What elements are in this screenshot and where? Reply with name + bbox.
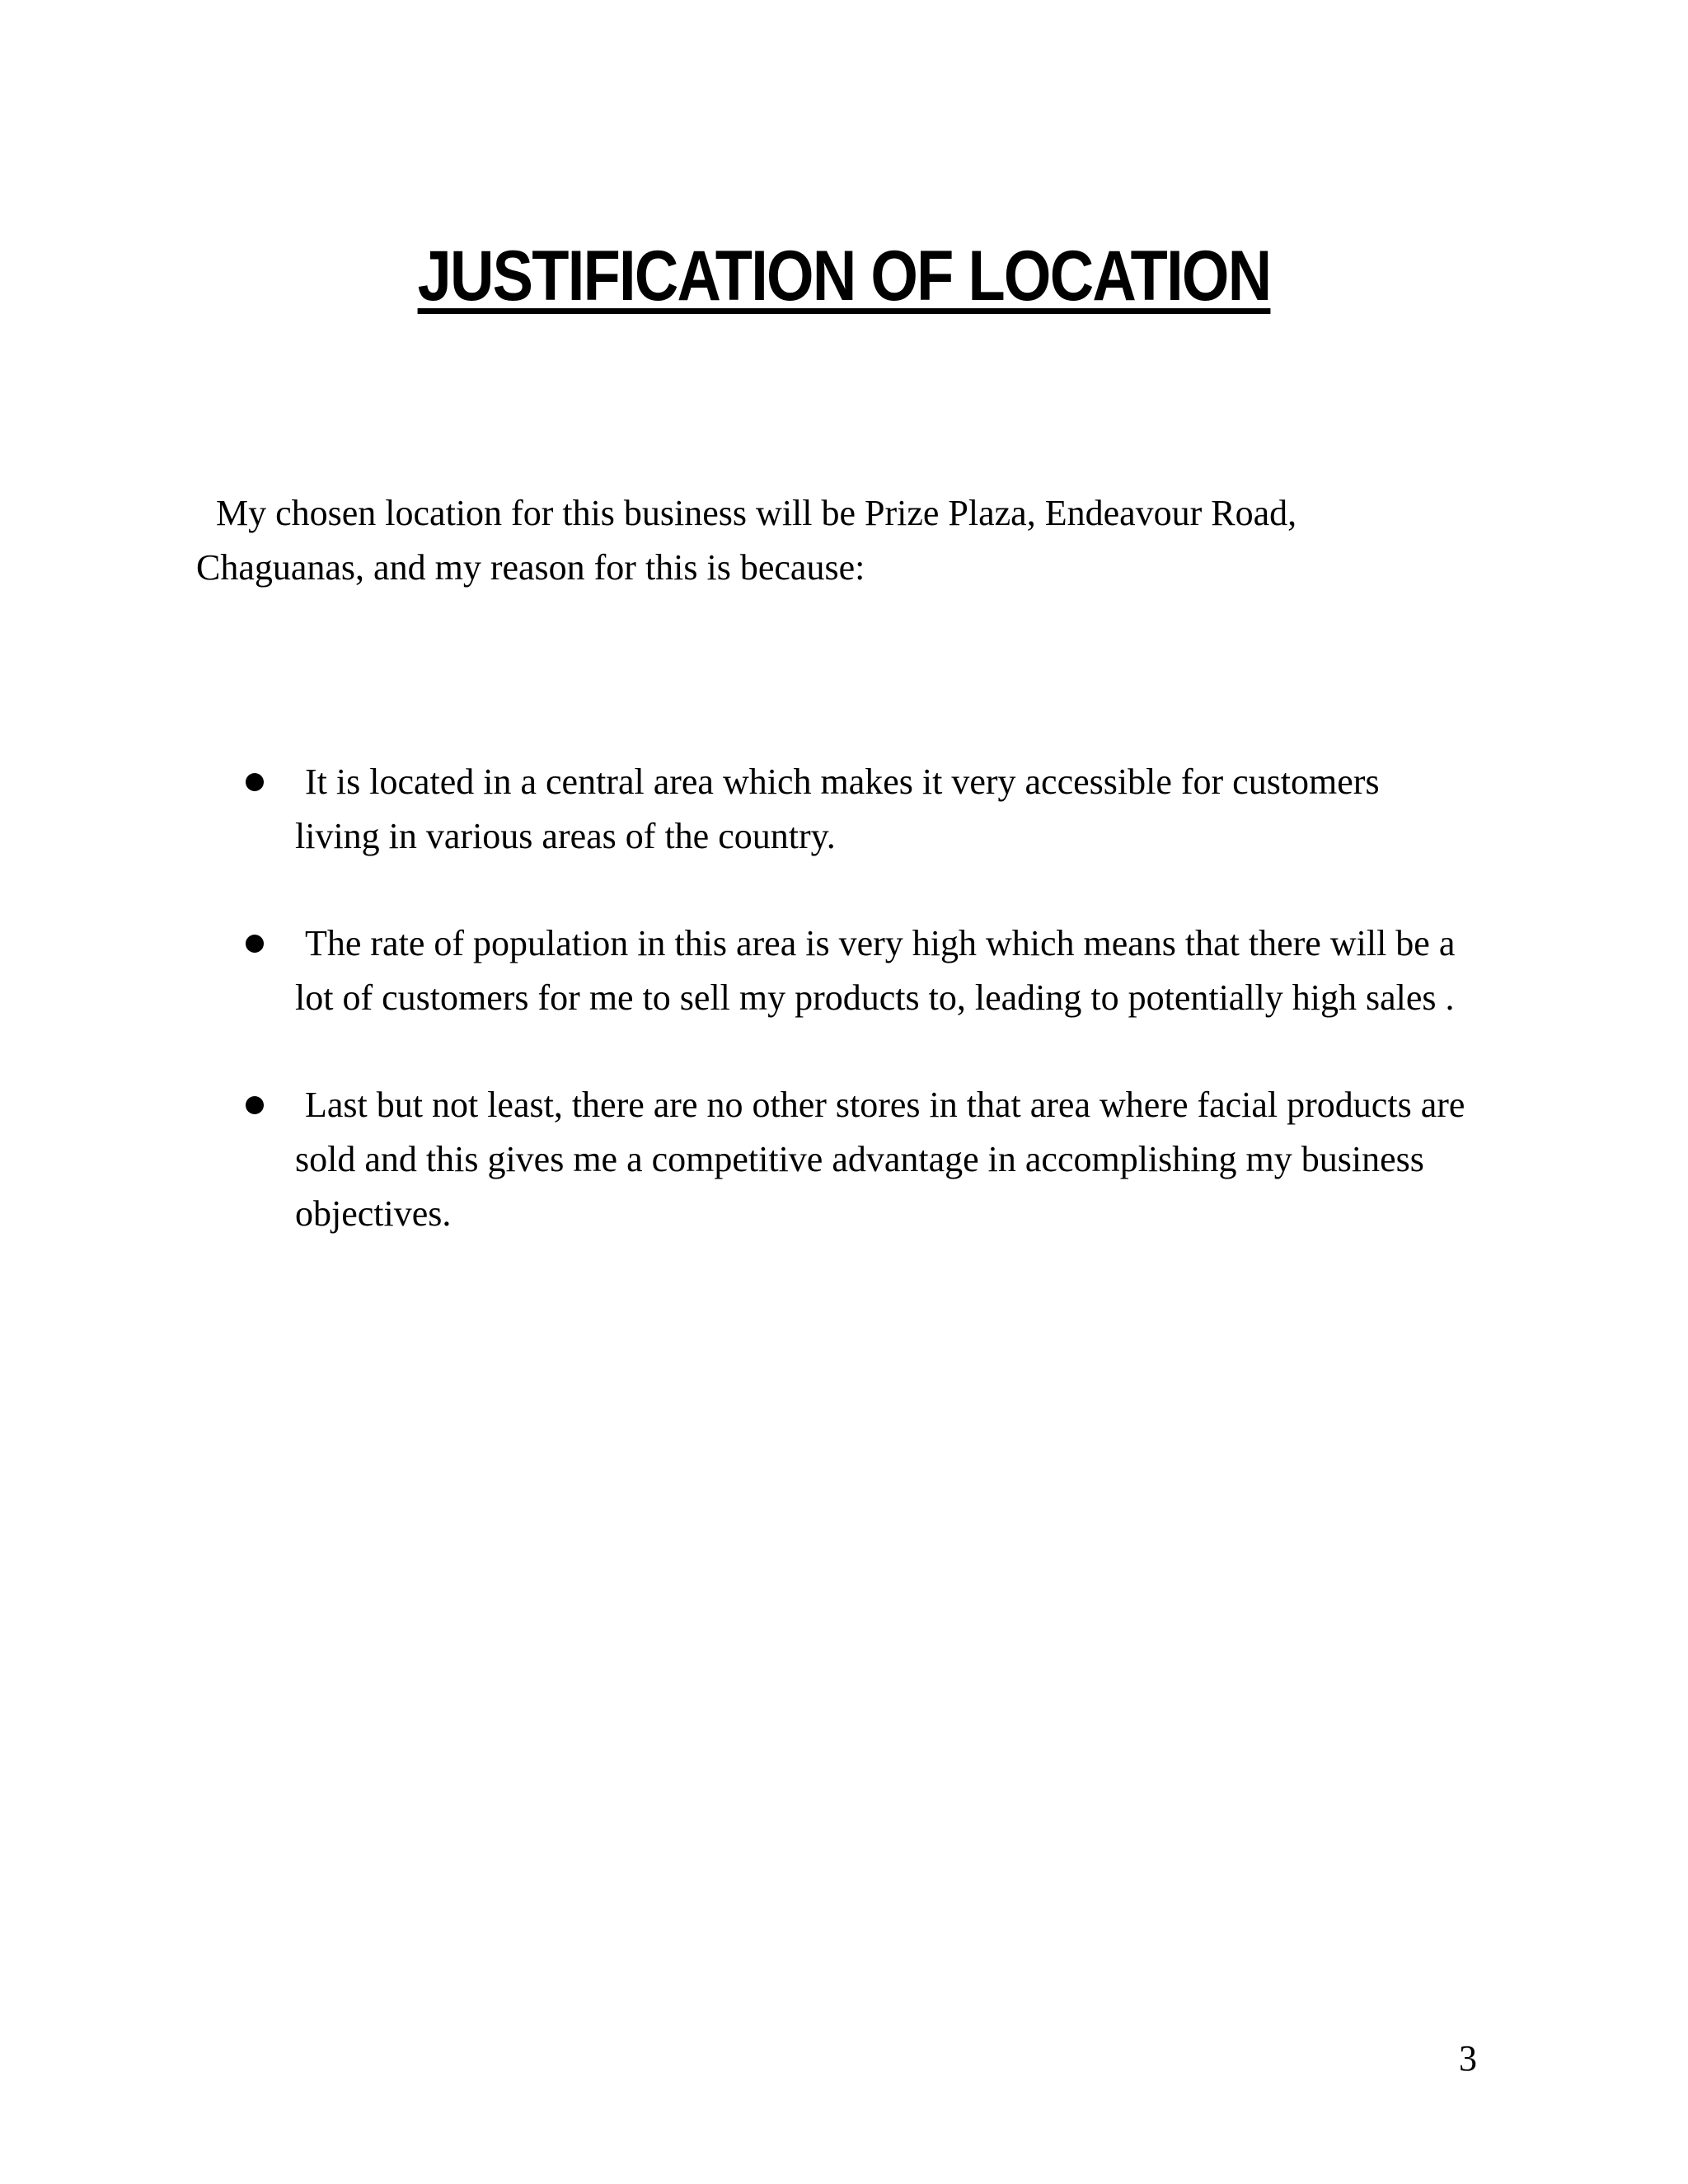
page-title — [118, 237, 1569, 316]
list-item-text: The rate of population in this area is very high which means that there will be a lot of customers for me to sell my products to, leading to potentially high sales . — [295, 923, 1456, 1018]
list-item — [0, 1078, 1688, 1241]
list-item-text: It is located in a central area which makes it very accessible for customers living in various areas of the country. — [295, 762, 1380, 856]
justification-list — [0, 755, 1688, 1294]
bullet-icon — [246, 773, 264, 791]
list-item-text: Last but not least, there are no other stores in that area where facial products are sold and this gives me a competitive advantage in accomplishing my business objectives. — [295, 1085, 1465, 1234]
page-title-text: JUSTIFICATION OF LOCATION — [417, 237, 1271, 316]
page-number: 3 — [1459, 2038, 1477, 2079]
list-item — [0, 916, 1688, 1025]
bullet-icon — [246, 1096, 264, 1114]
bullet-icon — [246, 935, 264, 953]
intro-paragraph: My chosen location for this business will be Prize Plaza, Endeavour Road, Chaguanas, and my reason for this is because: — [196, 493, 1297, 588]
list-item — [0, 755, 1688, 864]
